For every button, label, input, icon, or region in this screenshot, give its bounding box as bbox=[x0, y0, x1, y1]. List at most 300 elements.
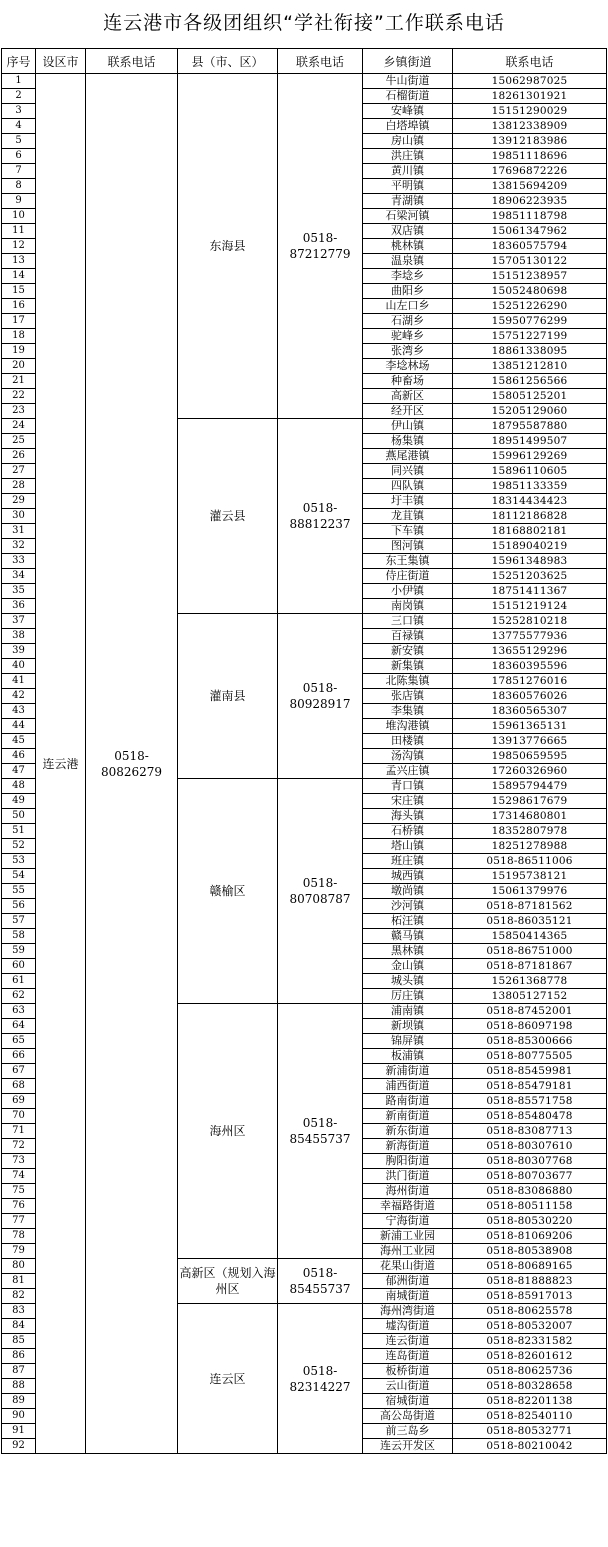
town-phone: 0518-82540110 bbox=[453, 1409, 607, 1424]
county-name: 连云区 bbox=[178, 1304, 278, 1454]
town-name: 海州工业园 bbox=[363, 1244, 453, 1259]
town-name: 安峰镇 bbox=[363, 104, 453, 119]
town-phone: 0518-80530220 bbox=[453, 1214, 607, 1229]
town-phone: 15805125201 bbox=[453, 389, 607, 404]
town-name: 北陈集镇 bbox=[363, 674, 453, 689]
town-name: 新东街道 bbox=[363, 1124, 453, 1139]
town-name: 厉庄镇 bbox=[363, 989, 453, 1004]
town-phone: 17314680801 bbox=[453, 809, 607, 824]
town-name: 黄川镇 bbox=[363, 164, 453, 179]
row-seq: 39 bbox=[2, 644, 36, 659]
town-phone: 15189040219 bbox=[453, 539, 607, 554]
town-name: 东王集镇 bbox=[363, 554, 453, 569]
row-seq: 68 bbox=[2, 1079, 36, 1094]
row-seq: 21 bbox=[2, 374, 36, 389]
town-name: 幸福路街道 bbox=[363, 1199, 453, 1214]
town-phone: 0518-85300666 bbox=[453, 1034, 607, 1049]
contact-table bbox=[1, 48, 607, 1454]
town-name: 百禄镇 bbox=[363, 629, 453, 644]
row-seq: 63 bbox=[2, 1004, 36, 1019]
town-name: 李埝乡 bbox=[363, 269, 453, 284]
town-phone: 13851212810 bbox=[453, 359, 607, 374]
town-phone: 13812338909 bbox=[453, 119, 607, 134]
county-name: 东海县 bbox=[178, 74, 278, 419]
town-name: 三口镇 bbox=[363, 614, 453, 629]
town-name: 城头镇 bbox=[363, 974, 453, 989]
town-name: 龙苴镇 bbox=[363, 509, 453, 524]
town-phone: 18360395596 bbox=[453, 659, 607, 674]
town-name: 石桥镇 bbox=[363, 824, 453, 839]
town-phone: 15261368778 bbox=[453, 974, 607, 989]
town-name: 石梁河镇 bbox=[363, 209, 453, 224]
county-name: 灌云县 bbox=[178, 419, 278, 614]
town-name: 板浦镇 bbox=[363, 1049, 453, 1064]
row-seq: 3 bbox=[2, 104, 36, 119]
county-phone: 0518-87212779 bbox=[278, 74, 363, 419]
town-name: 温泉镇 bbox=[363, 254, 453, 269]
county-phone: 0518-80708787 bbox=[278, 779, 363, 1004]
row-seq: 41 bbox=[2, 674, 36, 689]
town-name: 田楼镇 bbox=[363, 734, 453, 749]
row-seq: 4 bbox=[2, 119, 36, 134]
table-row bbox=[2, 74, 607, 89]
town-name: 种畜场 bbox=[363, 374, 453, 389]
row-seq: 32 bbox=[2, 539, 36, 554]
town-phone: 0518-82201138 bbox=[453, 1394, 607, 1409]
town-name: 南岗镇 bbox=[363, 599, 453, 614]
town-name: 班庄镇 bbox=[363, 854, 453, 869]
town-phone: 0518-80689165 bbox=[453, 1259, 607, 1274]
row-seq: 5 bbox=[2, 134, 36, 149]
row-seq: 61 bbox=[2, 974, 36, 989]
town-phone: 0518-80532007 bbox=[453, 1319, 607, 1334]
row-seq: 73 bbox=[2, 1154, 36, 1169]
town-name: 四队镇 bbox=[363, 479, 453, 494]
row-seq: 29 bbox=[2, 494, 36, 509]
row-seq: 53 bbox=[2, 854, 36, 869]
town-phone: 15961348983 bbox=[453, 554, 607, 569]
town-name: 赣马镇 bbox=[363, 929, 453, 944]
town-name: 圩丰镇 bbox=[363, 494, 453, 509]
row-seq: 12 bbox=[2, 239, 36, 254]
town-name: 新安镇 bbox=[363, 644, 453, 659]
town-name: 南城街道 bbox=[363, 1289, 453, 1304]
town-phone: 13913776665 bbox=[453, 734, 607, 749]
town-phone: 18751411367 bbox=[453, 584, 607, 599]
row-seq: 48 bbox=[2, 779, 36, 794]
town-phone: 13815694209 bbox=[453, 179, 607, 194]
town-name: 锦屏镇 bbox=[363, 1034, 453, 1049]
town-name: 连云街道 bbox=[363, 1334, 453, 1349]
table-body bbox=[2, 74, 607, 1454]
town-name: 伊山镇 bbox=[363, 419, 453, 434]
town-phone: 15195738121 bbox=[453, 869, 607, 884]
row-seq: 35 bbox=[2, 584, 36, 599]
row-seq: 58 bbox=[2, 929, 36, 944]
town-phone: 18861338095 bbox=[453, 344, 607, 359]
row-seq: 26 bbox=[2, 449, 36, 464]
row-seq: 69 bbox=[2, 1094, 36, 1109]
town-phone: 0518-81888823 bbox=[453, 1274, 607, 1289]
row-seq: 67 bbox=[2, 1064, 36, 1079]
row-seq: 50 bbox=[2, 809, 36, 824]
town-phone: 0518-86751000 bbox=[453, 944, 607, 959]
row-seq: 31 bbox=[2, 524, 36, 539]
row-seq: 91 bbox=[2, 1424, 36, 1439]
town-phone: 0518-80307610 bbox=[453, 1139, 607, 1154]
row-seq: 19 bbox=[2, 344, 36, 359]
town-name: 石湖乡 bbox=[363, 314, 453, 329]
row-seq: 43 bbox=[2, 704, 36, 719]
town-phone: 15895794479 bbox=[453, 779, 607, 794]
row-seq: 78 bbox=[2, 1229, 36, 1244]
town-phone: 15052480698 bbox=[453, 284, 607, 299]
town-phone: 18795587880 bbox=[453, 419, 607, 434]
town-phone: 15705130122 bbox=[453, 254, 607, 269]
town-name: 朐阳街道 bbox=[363, 1154, 453, 1169]
town-name: 连云开发区 bbox=[363, 1439, 453, 1454]
town-name: 燕尾港镇 bbox=[363, 449, 453, 464]
row-seq: 36 bbox=[2, 599, 36, 614]
town-name: 汤沟镇 bbox=[363, 749, 453, 764]
town-phone: 15251203625 bbox=[453, 569, 607, 584]
header-town-phone: 联系电话 bbox=[453, 49, 607, 74]
city-name: 连云港 bbox=[36, 74, 86, 1454]
town-phone: 0518-80532771 bbox=[453, 1424, 607, 1439]
row-seq: 75 bbox=[2, 1184, 36, 1199]
row-seq: 79 bbox=[2, 1244, 36, 1259]
row-seq: 57 bbox=[2, 914, 36, 929]
town-phone: 15061347962 bbox=[453, 224, 607, 239]
row-seq: 88 bbox=[2, 1379, 36, 1394]
town-phone: 15850414365 bbox=[453, 929, 607, 944]
row-seq: 85 bbox=[2, 1334, 36, 1349]
town-phone: 18352807978 bbox=[453, 824, 607, 839]
town-phone: 0518-85480478 bbox=[453, 1109, 607, 1124]
town-name: 李埝林场 bbox=[363, 359, 453, 374]
row-seq: 87 bbox=[2, 1364, 36, 1379]
town-phone: 18168802181 bbox=[453, 524, 607, 539]
town-phone: 19851133359 bbox=[453, 479, 607, 494]
town-name: 侍庄街道 bbox=[363, 569, 453, 584]
town-phone: 13805127152 bbox=[453, 989, 607, 1004]
row-seq: 20 bbox=[2, 359, 36, 374]
row-seq: 82 bbox=[2, 1289, 36, 1304]
town-name: 新浦街道 bbox=[363, 1064, 453, 1079]
header-county-phone: 联系电话 bbox=[278, 49, 363, 74]
row-seq: 46 bbox=[2, 749, 36, 764]
town-name: 下车镇 bbox=[363, 524, 453, 539]
town-name: 新海街道 bbox=[363, 1139, 453, 1154]
town-phone: 15252810218 bbox=[453, 614, 607, 629]
row-seq: 13 bbox=[2, 254, 36, 269]
row-seq: 71 bbox=[2, 1124, 36, 1139]
row-seq: 17 bbox=[2, 314, 36, 329]
town-phone: 0518-80538908 bbox=[453, 1244, 607, 1259]
town-name: 张湾乡 bbox=[363, 344, 453, 359]
row-seq: 86 bbox=[2, 1349, 36, 1364]
town-phone: 15961365131 bbox=[453, 719, 607, 734]
row-seq: 83 bbox=[2, 1304, 36, 1319]
row-seq: 14 bbox=[2, 269, 36, 284]
town-phone: 18906223935 bbox=[453, 194, 607, 209]
town-name: 平明镇 bbox=[363, 179, 453, 194]
town-name: 堆沟港镇 bbox=[363, 719, 453, 734]
row-seq: 89 bbox=[2, 1394, 36, 1409]
page-title: 连云港市各级团组织“学社衔接”工作联系电话 bbox=[103, 12, 505, 34]
row-seq: 27 bbox=[2, 464, 36, 479]
town-name: 孟兴庄镇 bbox=[363, 764, 453, 779]
county-phone: 0518-88812237 bbox=[278, 419, 363, 614]
town-phone: 0518-85917013 bbox=[453, 1289, 607, 1304]
town-phone: 15062987025 bbox=[453, 74, 607, 89]
town-name: 图河镇 bbox=[363, 539, 453, 554]
town-phone: 18112186828 bbox=[453, 509, 607, 524]
row-seq: 10 bbox=[2, 209, 36, 224]
town-name: 桃林镇 bbox=[363, 239, 453, 254]
row-seq: 60 bbox=[2, 959, 36, 974]
header-city: 设区市 bbox=[36, 49, 86, 74]
town-name: 曲阳乡 bbox=[363, 284, 453, 299]
county-name: 高新区（规划入海州区 bbox=[178, 1259, 278, 1304]
town-name: 云山街道 bbox=[363, 1379, 453, 1394]
town-phone: 0518-86035121 bbox=[453, 914, 607, 929]
row-seq: 11 bbox=[2, 224, 36, 239]
town-name: 海州街道 bbox=[363, 1184, 453, 1199]
row-seq: 56 bbox=[2, 899, 36, 914]
row-seq: 23 bbox=[2, 404, 36, 419]
town-phone: 0518-87181867 bbox=[453, 959, 607, 974]
town-phone: 0518-83086880 bbox=[453, 1184, 607, 1199]
row-seq: 65 bbox=[2, 1034, 36, 1049]
row-seq: 70 bbox=[2, 1109, 36, 1124]
town-phone: 18251278988 bbox=[453, 839, 607, 854]
town-name: 双店镇 bbox=[363, 224, 453, 239]
row-seq: 90 bbox=[2, 1409, 36, 1424]
town-name: 塔山镇 bbox=[363, 839, 453, 854]
town-name: 高新区 bbox=[363, 389, 453, 404]
row-seq: 52 bbox=[2, 839, 36, 854]
row-seq: 45 bbox=[2, 734, 36, 749]
county-phone: 0518-80928917 bbox=[278, 614, 363, 779]
town-name: 白塔埠镇 bbox=[363, 119, 453, 134]
town-name: 海头镇 bbox=[363, 809, 453, 824]
town-phone: 0518-80210042 bbox=[453, 1439, 607, 1454]
row-seq: 2 bbox=[2, 89, 36, 104]
town-name: 板桥街道 bbox=[363, 1364, 453, 1379]
town-phone: 0518-86511006 bbox=[453, 854, 607, 869]
row-seq: 24 bbox=[2, 419, 36, 434]
header-town: 乡镇街道 bbox=[363, 49, 453, 74]
row-seq: 74 bbox=[2, 1169, 36, 1184]
row-seq: 64 bbox=[2, 1019, 36, 1034]
row-seq: 76 bbox=[2, 1199, 36, 1214]
town-name: 沙河镇 bbox=[363, 899, 453, 914]
town-name: 经开区 bbox=[363, 404, 453, 419]
town-phone: 19851118696 bbox=[453, 149, 607, 164]
row-seq: 22 bbox=[2, 389, 36, 404]
town-name: 墩尚镇 bbox=[363, 884, 453, 899]
town-name: 新浦工业园 bbox=[363, 1229, 453, 1244]
town-name: 石榴街道 bbox=[363, 89, 453, 104]
town-name: 青口镇 bbox=[363, 779, 453, 794]
town-name: 宿城街道 bbox=[363, 1394, 453, 1409]
county-name: 赣榆区 bbox=[178, 779, 278, 1004]
town-phone: 18261301921 bbox=[453, 89, 607, 104]
town-name: 新集镇 bbox=[363, 659, 453, 674]
town-name: 宋庄镇 bbox=[363, 794, 453, 809]
town-phone: 15205129060 bbox=[453, 404, 607, 419]
town-name: 金山镇 bbox=[363, 959, 453, 974]
row-seq: 72 bbox=[2, 1139, 36, 1154]
town-phone: 0518-80307768 bbox=[453, 1154, 607, 1169]
row-seq: 44 bbox=[2, 719, 36, 734]
town-phone: 18951499507 bbox=[453, 434, 607, 449]
town-phone: 17260326960 bbox=[453, 764, 607, 779]
county-name: 海州区 bbox=[178, 1004, 278, 1259]
town-name: 房山镇 bbox=[363, 134, 453, 149]
town-name: 驼峰乡 bbox=[363, 329, 453, 344]
town-name: 杨集镇 bbox=[363, 434, 453, 449]
town-phone: 19851118798 bbox=[453, 209, 607, 224]
town-phone: 15896110605 bbox=[453, 464, 607, 479]
county-name: 灌南县 bbox=[178, 614, 278, 779]
town-phone: 13655129296 bbox=[453, 644, 607, 659]
row-seq: 38 bbox=[2, 629, 36, 644]
town-phone: 15251226290 bbox=[453, 299, 607, 314]
row-seq: 40 bbox=[2, 659, 36, 674]
row-seq: 59 bbox=[2, 944, 36, 959]
row-seq: 54 bbox=[2, 869, 36, 884]
row-seq: 7 bbox=[2, 164, 36, 179]
header-row bbox=[2, 49, 607, 74]
town-name: 浦西街道 bbox=[363, 1079, 453, 1094]
town-phone: 0518-83087713 bbox=[453, 1124, 607, 1139]
row-seq: 84 bbox=[2, 1319, 36, 1334]
row-seq: 28 bbox=[2, 479, 36, 494]
row-seq: 66 bbox=[2, 1049, 36, 1064]
town-name: 宁海街道 bbox=[363, 1214, 453, 1229]
town-name: 李集镇 bbox=[363, 704, 453, 719]
row-seq: 47 bbox=[2, 764, 36, 779]
town-phone: 15151290029 bbox=[453, 104, 607, 119]
row-seq: 18 bbox=[2, 329, 36, 344]
town-phone: 0518-85479181 bbox=[453, 1079, 607, 1094]
town-phone: 0518-80625578 bbox=[453, 1304, 607, 1319]
town-phone: 0518-80703677 bbox=[453, 1169, 607, 1184]
county-phone: 0518-85455737 bbox=[278, 1004, 363, 1259]
town-name: 黑林镇 bbox=[363, 944, 453, 959]
town-phone: 18314434423 bbox=[453, 494, 607, 509]
town-phone: 15996129269 bbox=[453, 449, 607, 464]
city-phone: 0518-80826279 bbox=[86, 74, 178, 1454]
row-seq: 30 bbox=[2, 509, 36, 524]
town-name: 青湖镇 bbox=[363, 194, 453, 209]
town-name: 小伊镇 bbox=[363, 584, 453, 599]
town-phone: 15151238957 bbox=[453, 269, 607, 284]
row-seq: 9 bbox=[2, 194, 36, 209]
header-county: 县（市、区） bbox=[178, 49, 278, 74]
town-phone: 0518-86097198 bbox=[453, 1019, 607, 1034]
row-seq: 80 bbox=[2, 1259, 36, 1274]
town-name: 张店镇 bbox=[363, 689, 453, 704]
town-phone: 15151219124 bbox=[453, 599, 607, 614]
town-name: 高公岛街道 bbox=[363, 1409, 453, 1424]
town-phone: 15298617679 bbox=[453, 794, 607, 809]
row-seq: 25 bbox=[2, 434, 36, 449]
town-phone: 13775577936 bbox=[453, 629, 607, 644]
town-name: 新南街道 bbox=[363, 1109, 453, 1124]
town-name: 前三岛乡 bbox=[363, 1424, 453, 1439]
row-seq: 49 bbox=[2, 794, 36, 809]
town-name: 浦南镇 bbox=[363, 1004, 453, 1019]
town-phone: 0518-85459981 bbox=[453, 1064, 607, 1079]
town-phone: 0518-80328658 bbox=[453, 1379, 607, 1394]
row-seq: 92 bbox=[2, 1439, 36, 1454]
row-seq: 34 bbox=[2, 569, 36, 584]
row-seq: 81 bbox=[2, 1274, 36, 1289]
row-seq: 15 bbox=[2, 284, 36, 299]
row-seq: 16 bbox=[2, 299, 36, 314]
town-name: 山左口乡 bbox=[363, 299, 453, 314]
row-seq: 55 bbox=[2, 884, 36, 899]
row-seq: 37 bbox=[2, 614, 36, 629]
town-phone: 0518-80625736 bbox=[453, 1364, 607, 1379]
row-seq: 33 bbox=[2, 554, 36, 569]
town-name: 新坝镇 bbox=[363, 1019, 453, 1034]
town-phone: 17696872226 bbox=[453, 164, 607, 179]
row-seq: 51 bbox=[2, 824, 36, 839]
town-phone: 0518-80775505 bbox=[453, 1049, 607, 1064]
header-city-phone: 联系电话 bbox=[86, 49, 178, 74]
town-phone: 0518-87452001 bbox=[453, 1004, 607, 1019]
town-phone: 0518-87181562 bbox=[453, 899, 607, 914]
town-name: 墟沟街道 bbox=[363, 1319, 453, 1334]
town-phone: 0518-85571758 bbox=[453, 1094, 607, 1109]
row-seq: 77 bbox=[2, 1214, 36, 1229]
town-phone: 15061379976 bbox=[453, 884, 607, 899]
town-name: 海州湾街道 bbox=[363, 1304, 453, 1319]
town-phone: 0518-82601612 bbox=[453, 1349, 607, 1364]
town-name: 洪庄镇 bbox=[363, 149, 453, 164]
county-phone: 0518-82314227 bbox=[278, 1304, 363, 1454]
town-phone: 0518-82331582 bbox=[453, 1334, 607, 1349]
town-name: 连岛街道 bbox=[363, 1349, 453, 1364]
town-phone: 18360575794 bbox=[453, 239, 607, 254]
town-phone: 15950776299 bbox=[453, 314, 607, 329]
town-phone: 15751227199 bbox=[453, 329, 607, 344]
row-seq: 42 bbox=[2, 689, 36, 704]
town-name: 牛山街道 bbox=[363, 74, 453, 89]
town-phone: 15861256566 bbox=[453, 374, 607, 389]
town-name: 城西镇 bbox=[363, 869, 453, 884]
row-seq: 62 bbox=[2, 989, 36, 1004]
town-phone: 17851276016 bbox=[453, 674, 607, 689]
row-seq: 6 bbox=[2, 149, 36, 164]
town-phone: 0518-81069206 bbox=[453, 1229, 607, 1244]
town-name: 郁洲街道 bbox=[363, 1274, 453, 1289]
town-name: 花果山街道 bbox=[363, 1259, 453, 1274]
town-phone: 13912183986 bbox=[453, 134, 607, 149]
town-name: 洪门街道 bbox=[363, 1169, 453, 1184]
town-phone: 18360565307 bbox=[453, 704, 607, 719]
row-seq: 1 bbox=[2, 74, 36, 89]
town-name: 柘汪镇 bbox=[363, 914, 453, 929]
town-phone: 19850659595 bbox=[453, 749, 607, 764]
row-seq: 8 bbox=[2, 179, 36, 194]
county-phone: 0518-85455737 bbox=[278, 1259, 363, 1304]
header-seq: 序号 bbox=[2, 49, 36, 74]
